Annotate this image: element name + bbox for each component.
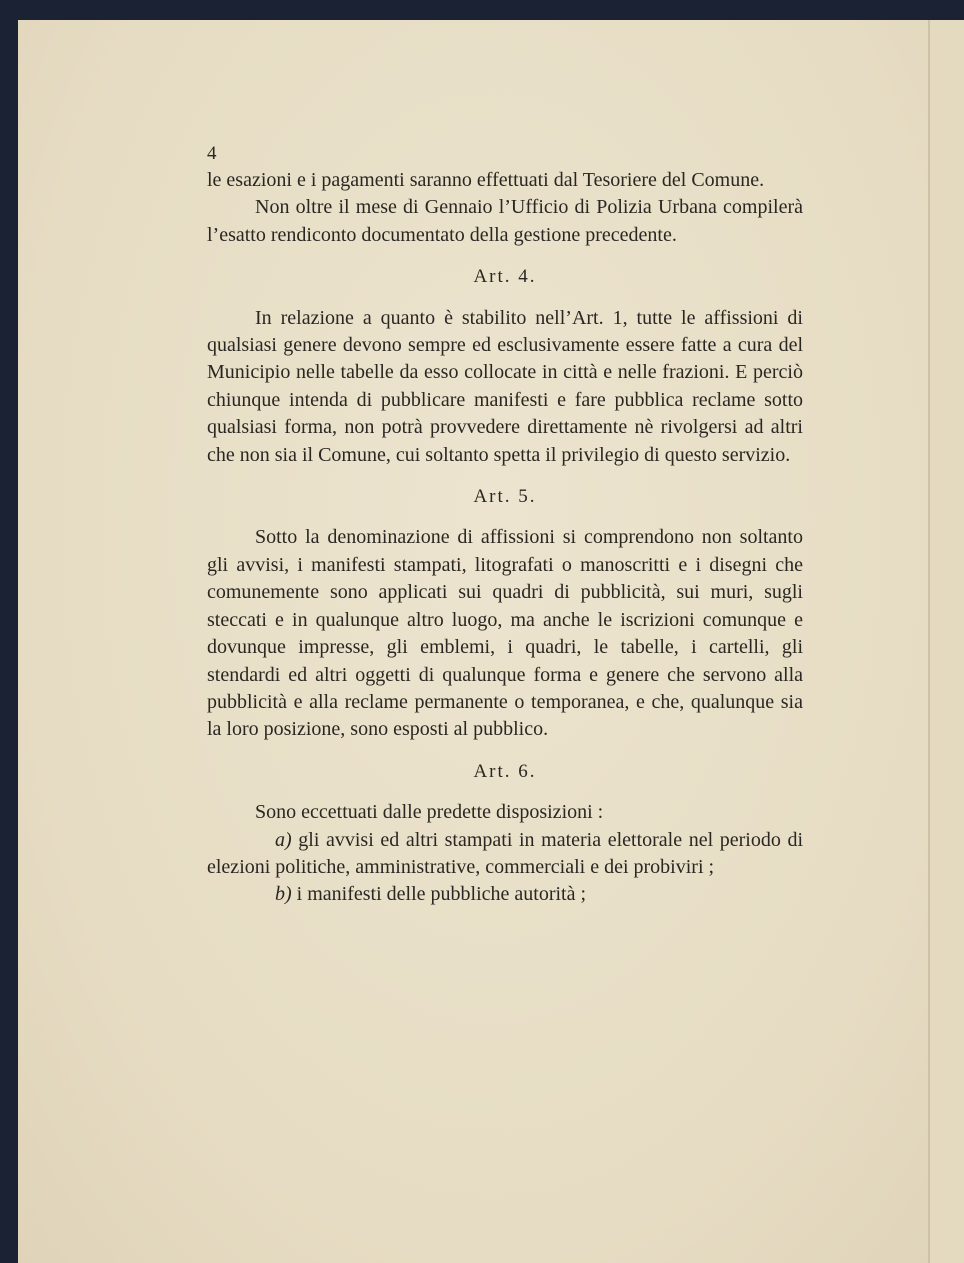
list-item-b: [207, 881, 803, 908]
item-a-letter: a): [275, 828, 292, 851]
document-body: [207, 140, 803, 909]
item-b-text: i manifesti delle pubbliche autorità ;: [291, 883, 587, 906]
item-b-letter: b): [275, 883, 292, 906]
paragraph-art-5: Sotto la denominazione di affissioni si comprendono non soltanto gli avvisi, i manifesti stampati, litografati o manoscritti e i disegni che comunemente sono applicati sui quadri di pubblicità, sui muri, sugli steccati e in qualunque altro luogo, ma anche le iscrizioni comunque e dovunque impresse, gli emblemi, i quadri, le tabelle, i cartelli, gli stendardi ed altri oggetti di qualunque forma e genere che servono alla pubblicità e alla reclame permanente o temporanea, e che, qualunque sia la loro posizione, sono esposti al pubblico.: [207, 526, 803, 741]
list-item-a: [207, 827, 803, 882]
paragraph-continuation: le esazioni e i pagamenti saranno effettuati dal Tesoriere del Comune.: [207, 169, 765, 191]
paragraph-art-4: In relazione a quanto è stabilito nell’Art. 1, tutte le affissioni di qualsiasi genere devono sempre ed esclusivamente essere fatte a cura del Municipio nelle tabelle da esso collocate in città e nelle frazioni. E perciò chiunque intenda di pubblicare manifesti e fare pubblica reclame sotto qualsiasi forma, non potrà provvedere direttamente nè rivolgersi ad altri che non sia il Comune, cui soltanto spetta il privilegio di questo servizio.: [207, 306, 803, 466]
article-6-heading: Art. 6.: [473, 760, 537, 782]
item-a-text: gli avvisi ed altri stampati in materia elettorale nel periodo di elezioni politiche, amministrative, commerciali e dei probiviri ;: [207, 828, 803, 878]
paragraph-art-6-intro: Sono eccettuati dalle predette disposizioni :: [255, 801, 604, 824]
article-4-heading: Art. 4.: [473, 266, 537, 288]
paragraph-rendiconto: Non oltre il mese di Gennaio l’Ufficio di Polizia Urbana compilerà l’esatto rendiconto documentato della gestione precedente.: [207, 196, 803, 246]
article-5-heading: Art. 5.: [473, 486, 537, 508]
page-number: 4: [207, 143, 217, 164]
next-page-strip: [930, 20, 964, 1263]
